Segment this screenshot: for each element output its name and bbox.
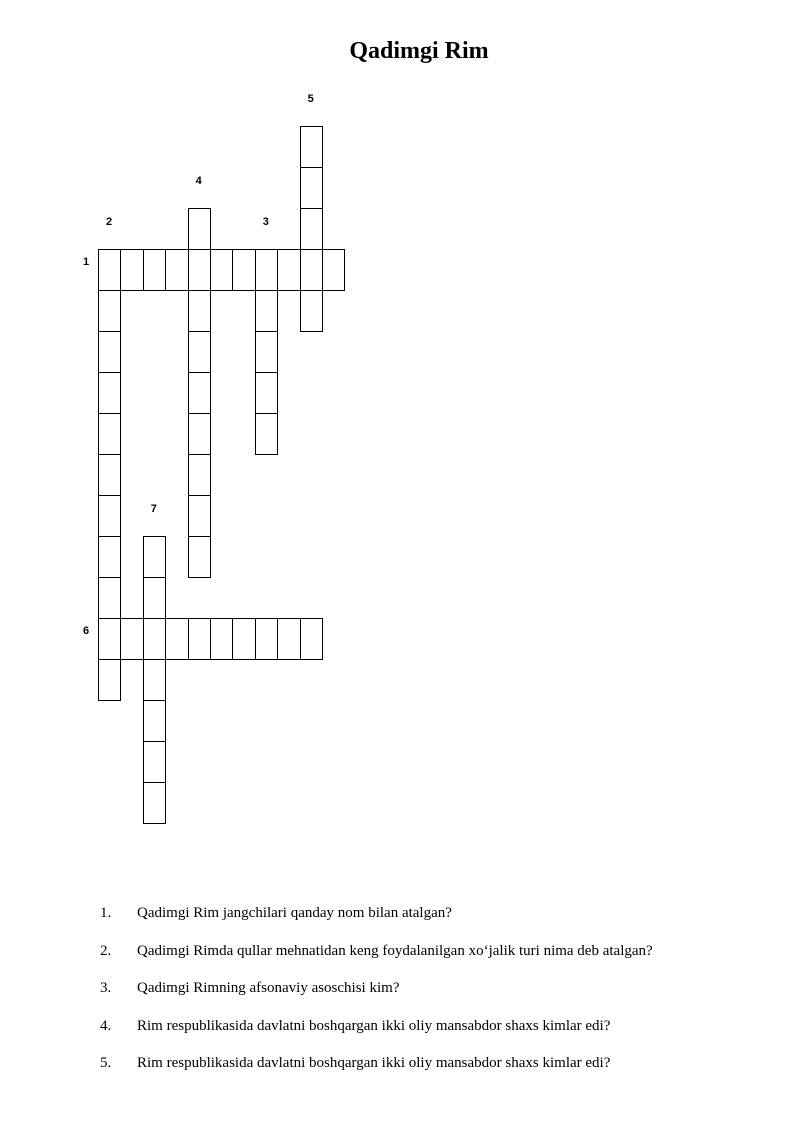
crossword-cell[interactable]	[188, 413, 211, 455]
crossword-cell[interactable]	[143, 741, 166, 783]
clue-number-label: 1	[83, 256, 90, 268]
crossword-cell[interactable]	[277, 249, 300, 291]
crossword-cell[interactable]	[143, 536, 166, 578]
crossword-cell[interactable]	[143, 618, 166, 660]
crossword-cell[interactable]	[300, 208, 323, 250]
crossword-cell[interactable]	[98, 659, 121, 701]
clue-number-label: 6	[83, 625, 90, 637]
crossword-cell[interactable]	[120, 249, 143, 291]
crossword-cell[interactable]	[188, 249, 211, 291]
crossword-cell[interactable]	[210, 249, 233, 291]
crossword-cell[interactable]	[143, 659, 166, 701]
clue-number-label: 7	[150, 503, 157, 515]
clue-item	[100, 905, 780, 943]
crossword-cell[interactable]	[188, 618, 211, 660]
crossword-cell[interactable]	[98, 413, 121, 455]
crossword-cell[interactable]	[188, 290, 211, 332]
crossword-cell[interactable]	[188, 495, 211, 537]
crossword-cell[interactable]	[98, 536, 121, 578]
crossword-cell[interactable]	[300, 618, 323, 660]
crossword-cell[interactable]	[300, 290, 323, 332]
crossword-cell[interactable]	[143, 577, 166, 619]
crossword-cell[interactable]	[143, 782, 166, 824]
clue-text: Rim respublikasida davlatni boshqargan ikki oliy mansabdor shaxs kimlar edi?	[137, 1017, 611, 1034]
clue-number-label: 5	[307, 93, 314, 105]
clue-list	[100, 905, 780, 1093]
clue-number-label: 4	[195, 175, 202, 187]
crossword-cell[interactable]	[255, 372, 278, 414]
crossword-cell[interactable]	[255, 331, 278, 373]
crossword-cell[interactable]	[188, 208, 211, 250]
crossword-cell[interactable]	[143, 249, 166, 291]
crossword-cell[interactable]	[232, 618, 255, 660]
crossword-cell[interactable]	[255, 618, 278, 660]
clue-text: Qadimgi Rim jangchilari qanday nom bilan atalgan?	[137, 905, 452, 921]
crossword-cell[interactable]	[165, 249, 188, 291]
crossword-cell[interactable]	[98, 249, 121, 291]
clue-text: Qadimgi Rimda qullar mehnatidan keng foydalanilgan xo‘jalik turi nima deb atalgan?	[137, 942, 653, 959]
crossword-cell[interactable]	[98, 618, 121, 660]
crossword-cell[interactable]	[98, 454, 121, 496]
crossword-cell[interactable]	[300, 126, 323, 168]
crossword-cell[interactable]	[255, 290, 278, 332]
clue-number-label: 2	[106, 216, 113, 228]
crossword-cell[interactable]	[300, 249, 323, 291]
clue-item	[100, 943, 780, 981]
clue-item	[100, 980, 780, 1018]
crossword-cell[interactable]	[98, 372, 121, 414]
page-title: Qadimgi Rim	[349, 38, 489, 64]
crossword-cell[interactable]	[98, 577, 121, 619]
clue-text: Rim respublikasida davlatni boshqargan ikki oliy mansabdor shaxs kimlar edi?	[137, 1055, 611, 1071]
clue-number-label: 3	[262, 216, 269, 228]
clue-number: 3.	[100, 980, 112, 996]
clue-number: 2.	[100, 942, 112, 959]
crossword-cell[interactable]	[277, 618, 300, 660]
crossword-cell[interactable]	[98, 290, 121, 332]
crossword-cell[interactable]	[188, 372, 211, 414]
crossword-cell[interactable]	[232, 249, 255, 291]
crossword-cell[interactable]	[300, 167, 323, 209]
clue-item	[100, 1018, 780, 1056]
clue-number: 1.	[100, 905, 112, 921]
clue-item	[100, 1055, 780, 1093]
crossword-cell[interactable]	[210, 618, 233, 660]
clue-text: Qadimgi Rimning afsonaviy asoschisi kim?	[137, 980, 400, 996]
crossword-cell[interactable]	[98, 495, 121, 537]
crossword-cell[interactable]	[255, 249, 278, 291]
crossword-cell[interactable]	[188, 454, 211, 496]
crossword-cell[interactable]	[165, 618, 188, 660]
clue-number: 5.	[100, 1055, 112, 1071]
crossword-cell[interactable]	[188, 331, 211, 373]
crossword-cell[interactable]	[98, 331, 121, 373]
crossword-cell[interactable]	[255, 413, 278, 455]
crossword-cell[interactable]	[120, 618, 143, 660]
crossword-cell[interactable]	[143, 700, 166, 742]
crossword-cell[interactable]	[322, 249, 345, 291]
crossword-cell[interactable]	[188, 536, 211, 578]
clue-number: 4.	[100, 1017, 112, 1034]
